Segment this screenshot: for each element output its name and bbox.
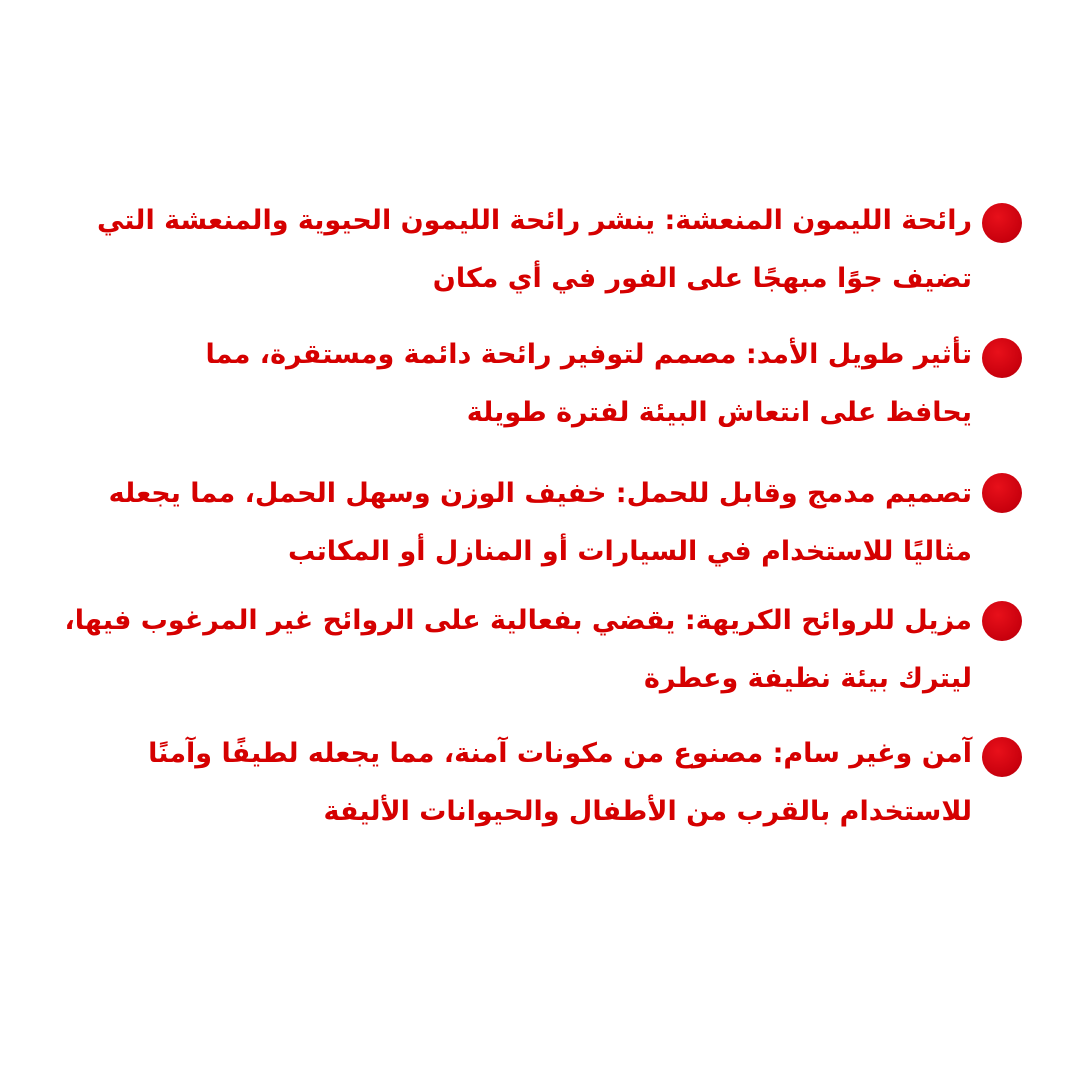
feature-text-line: مثاليًا للاستخدام في السيارات أو المنازل أو المكاتب — [288, 536, 972, 567]
bullet-dot-1 — [982, 203, 1022, 243]
feature-text-line: تضيف جوًا مبهجًا على الفور في أي مكان — [432, 263, 972, 294]
bullet-dot-4 — [982, 601, 1022, 641]
feature-text-line: ليترك بيئة نظيفة وعطرة — [643, 663, 972, 694]
bullet-dot-5 — [982, 737, 1022, 777]
feature-text-line: مزيل للروائح الكريهة: يقضي بفعالية على الروائح غير المرغوب فيها، — [64, 605, 972, 636]
feature-item — [148, 725, 972, 841]
feature-text-line: يحافظ على انتعاش البيئة لفترة طويلة — [466, 397, 972, 428]
feature-text-line: تأثير طويل الأمد: مصمم لتوفير رائحة دائمة ومستقرة، مما — [205, 339, 972, 370]
bullet-dot-2 — [982, 338, 1022, 378]
feature-text-line: رائحة الليمون المنعشة: ينشر رائحة الليمون الحيوية والمنعشة التي — [96, 205, 972, 236]
feature-text-line: تصميم مدمج وقابل للحمل: خفيف الوزن وسهل الحمل، مما يجعله — [108, 478, 972, 509]
feature-text-line: آمن وغير سام: مصنوع من مكونات آمنة، مما يجعله لطيفًا وآمنًا — [148, 738, 972, 769]
feature-item — [205, 326, 972, 442]
feature-item — [64, 592, 972, 708]
feature-text-line: للاستخدام بالقرب من الأطفال والحيوانات الأليفة — [323, 796, 972, 827]
feature-item — [97, 192, 972, 308]
feature-item — [109, 465, 972, 581]
bullet-dot-3 — [982, 473, 1022, 513]
